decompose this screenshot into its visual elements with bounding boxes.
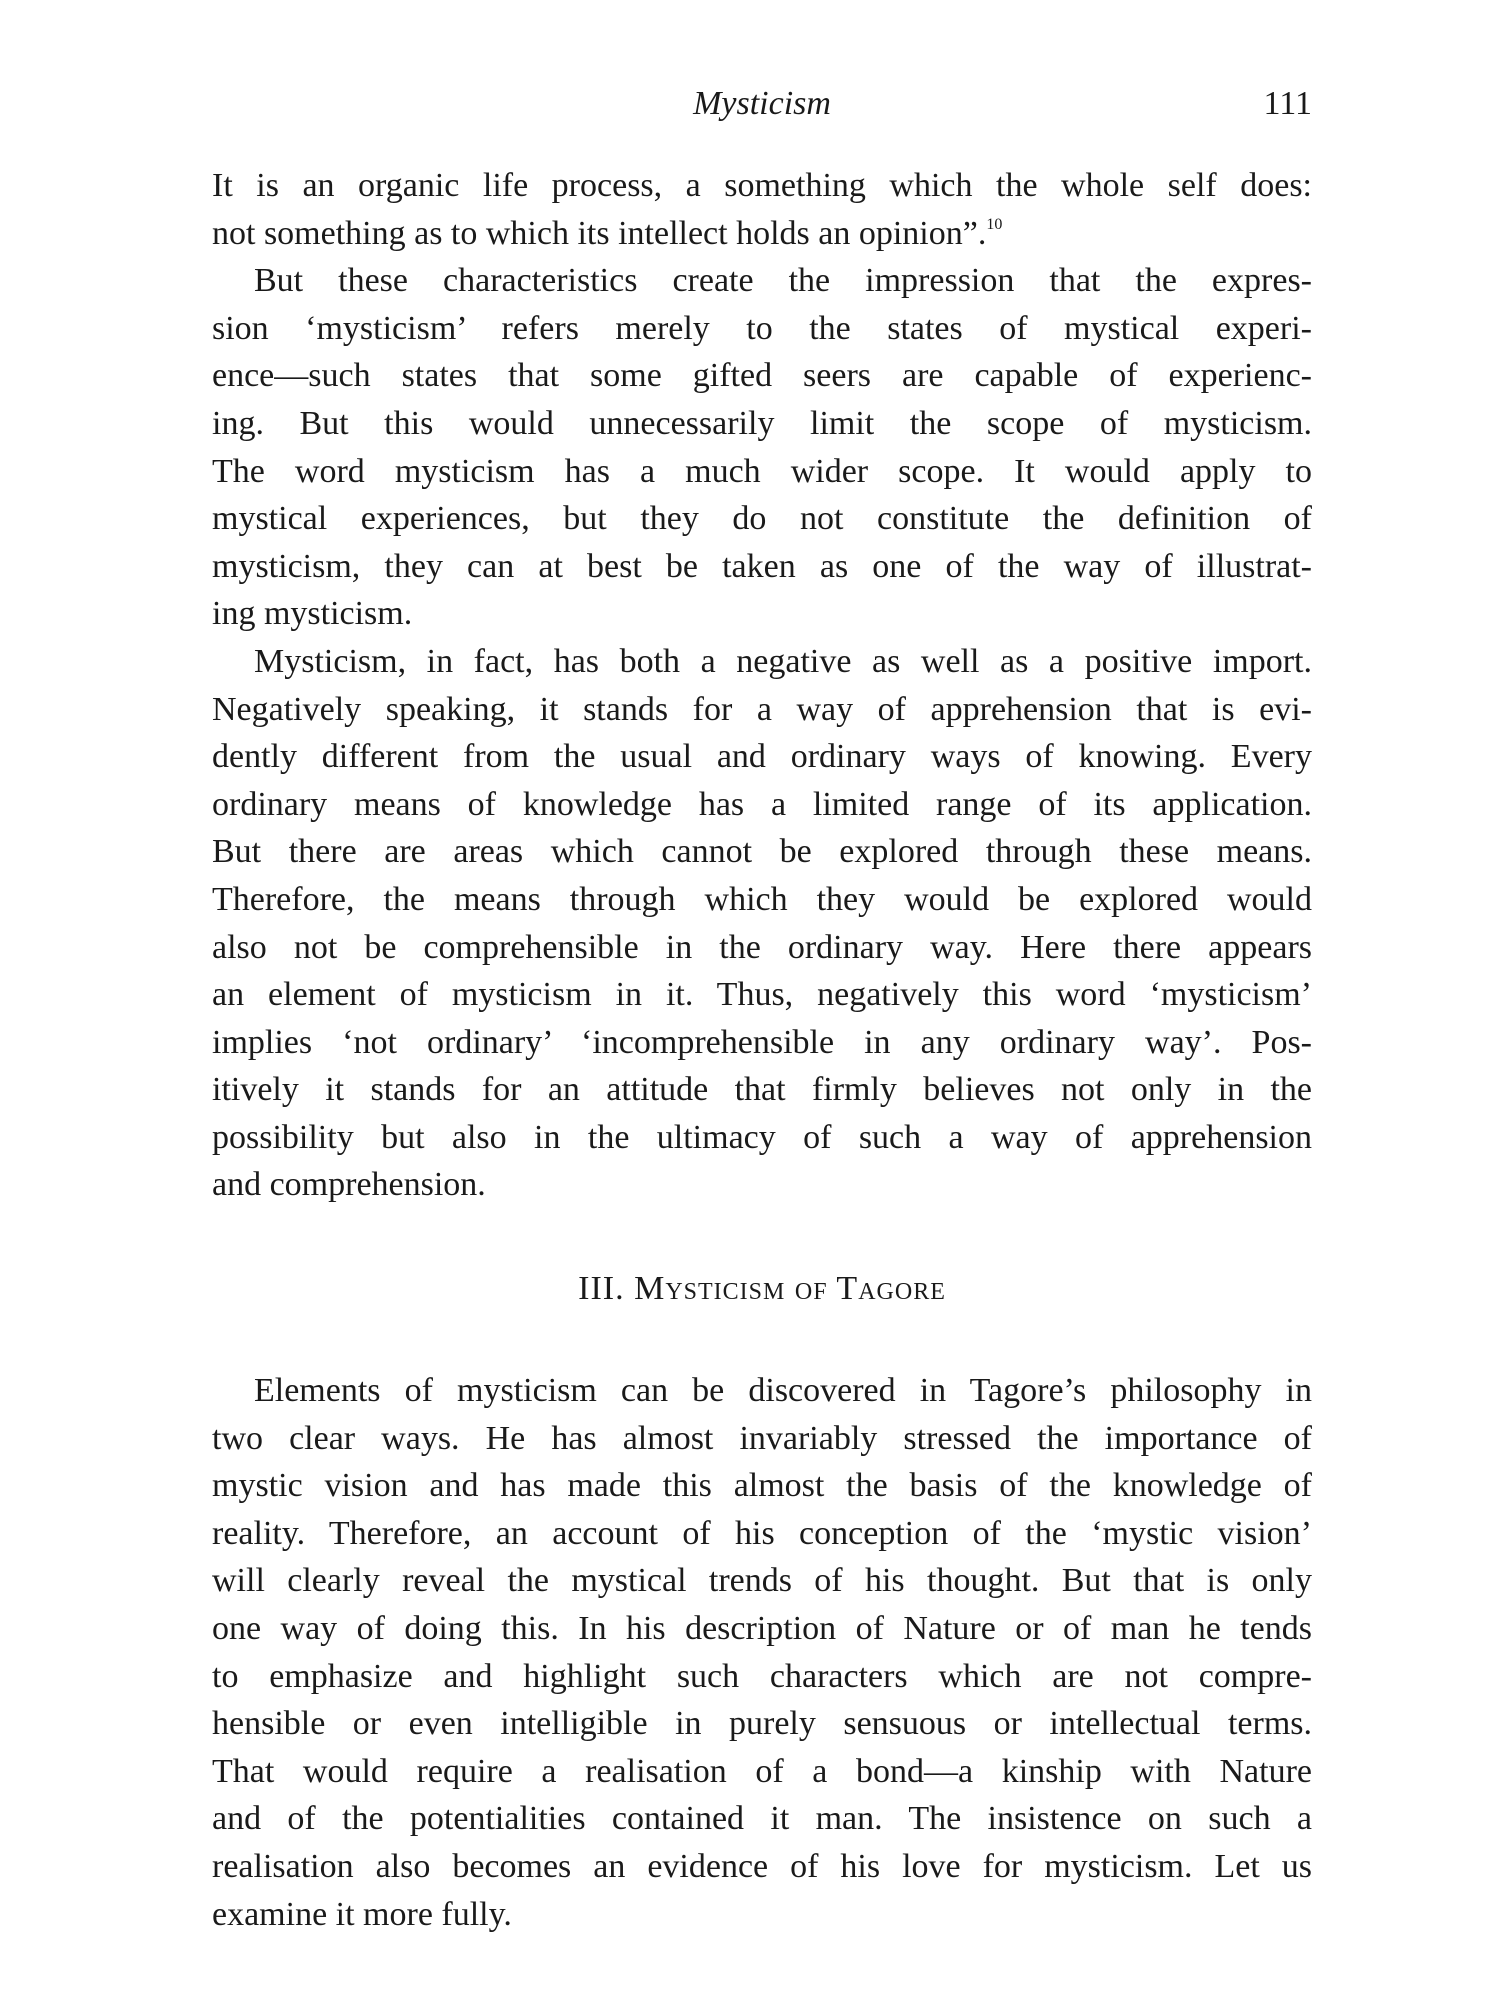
paragraph: [212, 162, 1312, 257]
running-header: [212, 80, 1312, 128]
text-line: Negatively speaking, it stands for a way of apprehension that is evi-: [212, 690, 1312, 728]
running-title: Mysticism: [693, 85, 831, 122]
text-line: It is an organic life process, a something which the whole self does:: [212, 167, 1312, 204]
text-line: one way of doing this. In his description of Nature or of man he tends: [212, 1609, 1312, 1647]
body-text-bottom: [212, 1367, 1312, 1938]
text-line: and comprehension.: [212, 1166, 486, 1204]
text-line: not something as to which its intellect holds an opinion”.$^{10}$: [212, 214, 1003, 252]
page-number: 111: [1263, 85, 1312, 122]
text-line: an element of mysticism in it. Thus, negatively this word ‘mysticism’: [212, 976, 1312, 1014]
paragraph: [212, 257, 1312, 638]
text-line: ence—such states that some gifted seers are capable of experienc-: [212, 357, 1312, 395]
text-line: examine it more fully.: [212, 1895, 512, 1933]
text-line: itively it stands for an attitude that firmly believes not only in the: [212, 1071, 1312, 1109]
text-line: ing mysticism.: [212, 595, 413, 633]
text-line: sion ‘mysticism’ refers merely to the states of mystical experi-: [212, 309, 1312, 347]
text-line: hensible or even intelligible in purely sensuous or intellectual terms.: [212, 1705, 1312, 1743]
text-line: ing. But this would unnecessarily limit the scope of mysticism.: [212, 404, 1312, 442]
footnote-marker: 10: [986, 215, 1003, 233]
text-line: will clearly reveal the mystical trends of his thought. But that is only: [212, 1562, 1312, 1600]
text-line: The word mysticism has a much wider scope. It would apply to: [212, 452, 1312, 490]
text-line: two clear ways. He has almost invariably stressed the importance of: [212, 1419, 1312, 1457]
text-line: to emphasize and highlight such characters which are not compre-: [212, 1657, 1312, 1695]
text-line: reality. Therefore, an account of his conception of the ‘mystic vision’: [212, 1514, 1312, 1552]
paragraph: [212, 1367, 1312, 1938]
text-line: Elements of mysticism can be discovered in Tagore’s philosophy in: [254, 1372, 1312, 1409]
text-line: But these characteristics create the impression that the expres-: [254, 262, 1312, 300]
text-line: dently different from the usual and ordinary ways of knowing. Every: [212, 738, 1312, 776]
text-line: But there are areas which cannot be explored through these means.: [212, 833, 1312, 871]
section-heading: III. Mysticism of Tagore: [578, 1270, 946, 1307]
text-line: mystical experiences, but they do not constitute the definition of: [212, 500, 1312, 538]
text-line: possibility but also in the ultimacy of such a way of apprehension: [212, 1118, 1312, 1156]
text-line: Mysticism, in fact, has both a negative as well as a positive import.: [254, 642, 1312, 680]
text-line: mysticism, they can at best be taken as one of the way of illustrat-: [212, 547, 1312, 585]
text-line: implies ‘not ordinary’ ‘incomprehensible in any ordinary way’. Pos-: [212, 1023, 1312, 1061]
text-line: realisation also becomes an evidence of his love for mysticism. Let us: [212, 1847, 1312, 1885]
text-line: That would require a realisation of a bond—a kinship with Nature: [212, 1752, 1312, 1790]
paragraph: [212, 638, 1312, 1209]
text-line: also not be comprehensible in the ordinary way. Here there appears: [212, 928, 1312, 966]
body-text-top: [212, 162, 1312, 1209]
text-line: ordinary means of knowledge has a limited range of its application.: [212, 785, 1312, 823]
text-line: Therefore, the means through which they would be explored would: [212, 880, 1312, 918]
text-line: mystic vision and has made this almost the basis of the knowledge of: [212, 1467, 1312, 1505]
text-line: and of the potentialities contained it man. The insistence on such a: [212, 1800, 1312, 1838]
